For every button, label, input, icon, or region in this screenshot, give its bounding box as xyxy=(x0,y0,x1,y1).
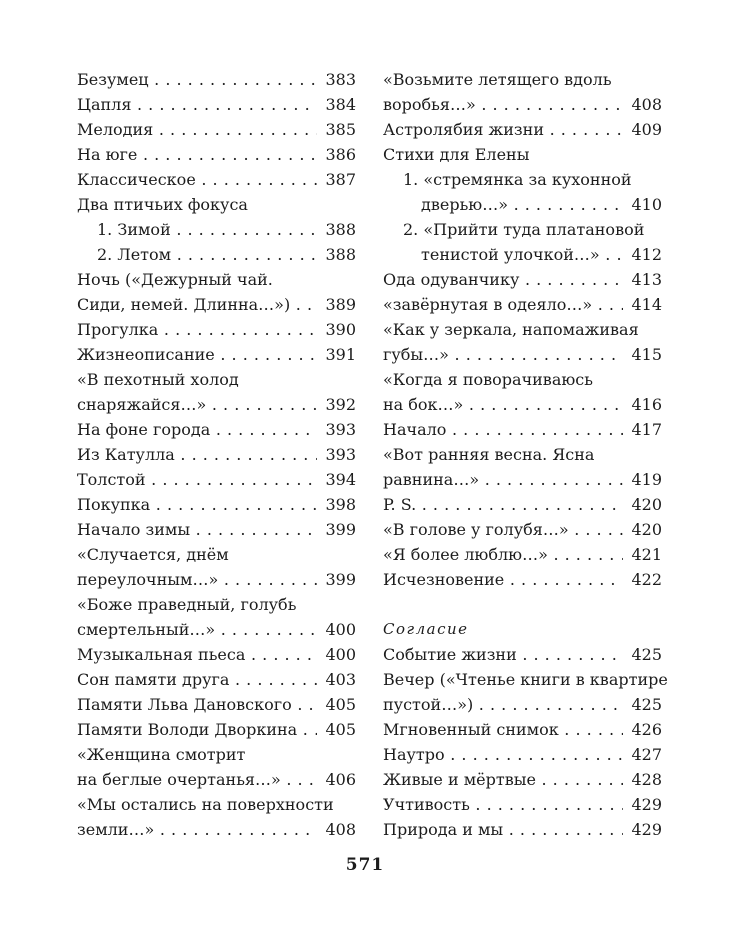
entry-title: Вечер («Чтенье книги в квартире xyxy=(383,670,668,689)
entry-title: воробья…» . . . xyxy=(383,95,662,114)
entry-page: 399 xyxy=(317,517,356,542)
toc-entry-firstline xyxy=(77,192,356,217)
entry-title: «Я более люблю…» . . . xyxy=(383,545,662,564)
entry-title: пустой…») . . . xyxy=(383,695,662,714)
toc-entry xyxy=(77,667,356,692)
entry-page: 417 xyxy=(623,417,662,442)
entry-title: снаряжайся…» . . . xyxy=(77,395,356,414)
entry-title: Стихи для Елены xyxy=(383,145,530,164)
entry-title: смертельный…» . . . xyxy=(77,620,356,639)
toc-entry xyxy=(77,717,356,742)
toc-entry-firstline xyxy=(77,792,356,817)
toc-entry xyxy=(77,817,356,842)
toc-entry xyxy=(77,67,356,92)
entry-title: переулочным…» . . . xyxy=(77,570,356,589)
entry-title: Прогулка . . . xyxy=(77,320,356,339)
entry-title: Классическое . . . xyxy=(77,170,356,189)
entry-title: P. S. . . . xyxy=(383,495,662,514)
entry-title: «В пехотный холод xyxy=(77,370,239,389)
entry-page: 393 xyxy=(317,417,356,442)
entry-title: Жизнеописание . . . xyxy=(77,345,356,364)
entry-page: 394 xyxy=(317,467,356,492)
entry-title: равнина…» . . . xyxy=(383,470,662,489)
entry-title: 1. «стремянка за кухонной xyxy=(403,170,632,189)
entry-title: «Случается, днём xyxy=(77,545,229,564)
entry-title: Из Катулла . . . xyxy=(77,445,356,464)
entry-page: 429 xyxy=(623,817,662,842)
entry-title: Толстой . . . xyxy=(77,470,356,489)
toc-entry xyxy=(383,117,662,142)
toc-subentry xyxy=(383,242,662,267)
toc-entry-firstline xyxy=(383,67,662,92)
toc-column-left xyxy=(77,67,356,842)
toc-subentry xyxy=(77,217,356,242)
entry-page: 386 xyxy=(317,142,356,167)
entry-page: 385 xyxy=(317,117,356,142)
entry-page: 388 xyxy=(317,242,356,267)
entry-title: «Возьмите летящего вдоль xyxy=(383,70,612,89)
entry-title: Покупка . . . xyxy=(77,495,356,514)
entry-page: 398 xyxy=(317,492,356,517)
entry-title: Безумец . . . xyxy=(77,70,356,89)
entry-title: Сиди, немей. Длинна…») . . . xyxy=(77,295,356,314)
entry-title: «Мы остались на поверхности xyxy=(77,795,334,814)
entry-title: Начало зимы . . . xyxy=(77,520,356,539)
entry-title: Живые и мёртвые . . . xyxy=(383,770,662,789)
toc-entry xyxy=(383,792,662,817)
entry-page: 403 xyxy=(317,667,356,692)
entry-page: 412 xyxy=(623,242,662,267)
entry-title: На фоне города . . . xyxy=(77,420,356,439)
entry-page: 416 xyxy=(623,392,662,417)
toc-entry-firstline xyxy=(383,317,662,342)
entry-page: 426 xyxy=(623,717,662,742)
entry-page: 420 xyxy=(623,517,662,542)
entry-title: «Боже праведный, голубь xyxy=(77,595,297,614)
entry-page: 428 xyxy=(623,767,662,792)
toc-entry xyxy=(77,642,356,667)
entry-title: 2. Летом . . . xyxy=(97,245,356,264)
entry-page: 408 xyxy=(317,817,356,842)
toc-entry-firstline xyxy=(383,667,668,692)
toc-entry-firstline xyxy=(383,442,662,467)
entry-page: 427 xyxy=(623,742,662,767)
entry-title: 1. Зимой . . . xyxy=(97,220,356,239)
entry-page: 425 xyxy=(623,692,662,717)
entry-page: 422 xyxy=(623,567,662,592)
entry-title: «Вот ранняя весна. Ясна xyxy=(383,445,595,464)
entry-page: 405 xyxy=(317,717,356,742)
entry-title: губы…» . . . xyxy=(383,345,662,364)
toc-entry xyxy=(77,392,356,417)
toc-subentry-firstline xyxy=(383,167,662,192)
toc-entry xyxy=(77,492,356,517)
entry-title: на бок…» . . . xyxy=(383,395,662,414)
toc-entry-firstline xyxy=(77,542,356,567)
entry-page: 387 xyxy=(317,167,356,192)
entry-page: 393 xyxy=(317,442,356,467)
toc-entry-firstline xyxy=(383,142,662,167)
entry-title: «Когда я поворачиваюсь xyxy=(383,370,593,389)
entry-page: 414 xyxy=(623,292,662,317)
page-number: 571 xyxy=(345,855,385,875)
entry-title: На юге . . . xyxy=(77,145,356,164)
toc-entry xyxy=(77,517,356,542)
toc-entry xyxy=(77,617,356,642)
toc-subentry xyxy=(383,192,662,217)
toc-entry xyxy=(383,567,662,592)
entry-title: Астролябия жизни . . . xyxy=(383,120,662,139)
entry-page: 421 xyxy=(623,542,662,567)
entry-title: на беглые очертанья…» . . . xyxy=(77,770,356,789)
entry-title: Природа и мы . . . xyxy=(383,820,662,839)
entry-title: Сон памяти друга . . . xyxy=(77,670,356,689)
entry-page: 409 xyxy=(623,117,662,142)
entry-title: Два птичьих фокуса xyxy=(77,195,248,214)
toc-entry xyxy=(383,742,662,767)
entry-page: 390 xyxy=(317,317,356,342)
entry-page: 392 xyxy=(317,392,356,417)
entry-page: 410 xyxy=(623,192,662,217)
toc-entry xyxy=(383,92,662,117)
toc-entry xyxy=(77,442,356,467)
toc-entry xyxy=(77,292,356,317)
toc-entry xyxy=(383,342,662,367)
toc-subentry-firstline xyxy=(383,217,662,242)
toc-entry xyxy=(77,342,356,367)
entry-page: 391 xyxy=(317,342,356,367)
entry-title: Музыкальная пьеса . . . xyxy=(77,645,356,664)
entry-page: 405 xyxy=(317,692,356,717)
entry-page: 383 xyxy=(317,67,356,92)
toc-entry-firstline xyxy=(77,742,356,767)
toc-entry xyxy=(77,692,356,717)
toc-entry xyxy=(383,392,662,417)
entry-title: тенистой улочкой…» . . . xyxy=(421,245,662,264)
entry-title: «завёрнутая в одеяло…» . . . xyxy=(383,295,662,314)
entry-title: 2. «Прийти туда платановой xyxy=(403,220,645,239)
toc-entry-firstline xyxy=(383,367,662,392)
entry-page: 415 xyxy=(623,342,662,367)
entry-page: 400 xyxy=(317,642,356,667)
toc-entry xyxy=(383,467,662,492)
entry-page: 400 xyxy=(317,617,356,642)
entry-title: Событие жизни . . . xyxy=(383,645,662,664)
toc-entry xyxy=(383,542,662,567)
toc-entry-firstline xyxy=(77,367,356,392)
entry-title: Ода одуванчику . . . xyxy=(383,270,662,289)
entry-page: 389 xyxy=(317,292,356,317)
entry-title: Исчезновение . . . xyxy=(383,570,662,589)
toc-entry-firstline xyxy=(77,592,356,617)
entry-page: 419 xyxy=(623,467,662,492)
toc-entry xyxy=(383,292,662,317)
entry-page: 388 xyxy=(317,217,356,242)
entry-page: 420 xyxy=(623,492,662,517)
toc-entry xyxy=(77,92,356,117)
entry-title: Мгновенный снимок . . . xyxy=(383,720,662,739)
entry-title: Памяти Льва Дановского . . . xyxy=(77,695,356,714)
toc-entry xyxy=(383,767,662,792)
entry-title: Начало . . . xyxy=(383,420,662,439)
toc-entry xyxy=(77,117,356,142)
toc-column-right xyxy=(383,67,668,842)
entry-title: Ночь («Дежурный чай. xyxy=(77,270,273,289)
toc-entry xyxy=(383,492,662,517)
toc-entry xyxy=(77,767,356,792)
entry-title: «Женщина смотрит xyxy=(77,745,246,764)
toc-entry xyxy=(77,467,356,492)
toc-entry xyxy=(383,417,662,442)
toc-entry xyxy=(383,692,662,717)
toc-entry xyxy=(77,167,356,192)
section-gap xyxy=(383,592,662,617)
toc-entry xyxy=(383,817,662,842)
entry-title: Памяти Володи Дворкина . . . xyxy=(77,720,356,739)
toc-subentry xyxy=(77,242,356,267)
toc-entry xyxy=(383,517,662,542)
entry-page: 406 xyxy=(317,767,356,792)
entry-title: «Как у зеркала, напомаживая xyxy=(383,320,639,339)
toc-entry xyxy=(383,642,662,667)
entry-page: 429 xyxy=(623,792,662,817)
section-title: Согласие xyxy=(383,620,469,638)
toc-entry xyxy=(77,567,356,592)
entry-page: 408 xyxy=(623,92,662,117)
toc-entry-firstline xyxy=(77,267,356,292)
entry-title: Мелодия . . . xyxy=(77,120,356,139)
toc-entry xyxy=(77,417,356,442)
entry-page: 425 xyxy=(623,642,662,667)
entry-title: Цапля . . . xyxy=(77,95,356,114)
toc-entry xyxy=(77,317,356,342)
entry-title: земли…» . . . xyxy=(77,820,356,839)
toc-entry xyxy=(383,267,662,292)
entry-page: 413 xyxy=(623,267,662,292)
entry-title: Наутро . . . xyxy=(383,745,662,764)
toc-entry xyxy=(383,717,662,742)
entry-page: 384 xyxy=(317,92,356,117)
entry-page: 399 xyxy=(317,567,356,592)
entry-title: «В голове у голубя…» . . . xyxy=(383,520,662,539)
section-heading xyxy=(383,617,662,642)
entry-title: дверью…» . . . xyxy=(421,195,662,214)
entry-title: Учтивость . . . xyxy=(383,795,662,814)
toc-entry xyxy=(77,142,356,167)
